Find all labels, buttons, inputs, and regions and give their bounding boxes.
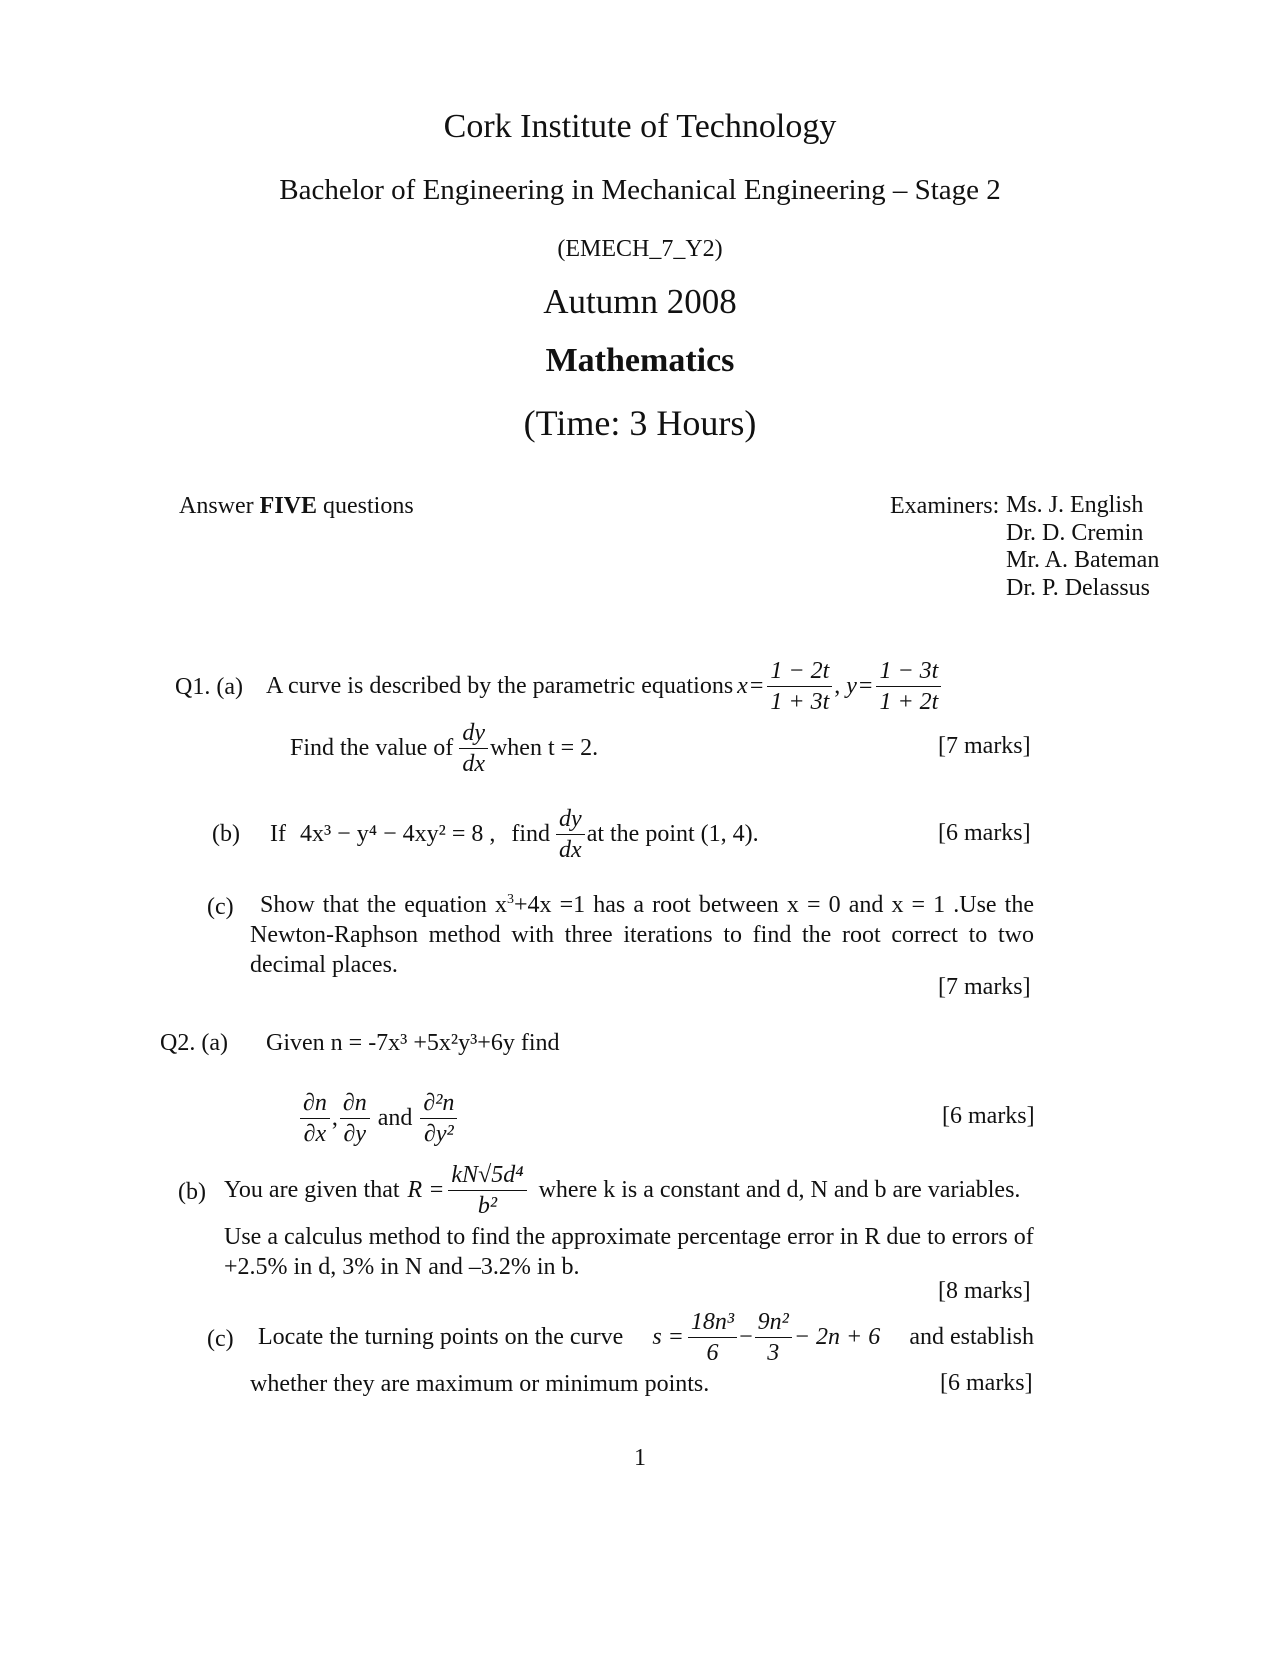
q1c-label: (c) [207, 894, 234, 920]
q1c-marks: [7 marks] [938, 974, 1031, 1000]
q1-label: Q1. (a) [175, 674, 243, 700]
q2a-statement: Given n = -7x³ +5x²y³+6y find [266, 1030, 560, 1056]
q1b-statement: If 4x³ − y⁴ − 4xy² = 8 , find $\frac{dy}{dx}$ at the point (1, 4). [270, 805, 759, 863]
exam-duration: (Time: 3 Hours) [523, 403, 757, 443]
q2a-partials: $\frac{\partial n}{\partial x}$ , $\frac{\partial n}{\partial y}$ and $\frac{\text{∂²n}}{\text{∂y²}}$ [298, 1086, 459, 1150]
dy-dx-fraction: $\frac{dy}{dx}$ [556, 804, 585, 865]
subject-title: Mathematics [545, 342, 735, 379]
answer-instruction: Answer FIVE questions [179, 493, 414, 519]
examiners-list [1006, 492, 1159, 602]
q1a-statement: A curve is described by the parametric equations x = $\frac{1 - 2t}{1 + 3t}$ , y = $\frac{1 - 3t}{1 + 2t}$ [266, 654, 943, 718]
q2b-statement: You are given that R = $\frac{\text{kN√5d⁴}}{\text{b²}}$ where k is a constant and d, N and b are variables. [224, 1161, 1021, 1219]
page-number: 1 [634, 1445, 646, 1471]
q2c-curve-equation: s = $\frac{\text{18n³}}{6}$ − $\frac{\text{9n²}}{3}$ − 2n + 6 [652, 1308, 881, 1366]
exam-session: Autumn 2008 [543, 282, 737, 321]
q2-label: Q2. (a) [160, 1030, 228, 1056]
q1b-equation: 4x³ − y⁴ − 4xy² = 8 , [299, 820, 496, 847]
q2c-marks: [6 marks] [940, 1370, 1033, 1396]
dn-dy-fraction: $\frac{\partial n}{\partial y}$ [340, 1088, 370, 1149]
q1a-marks: [7 marks] [938, 733, 1031, 759]
q2a-marks: [6 marks] [942, 1103, 1035, 1129]
dy-dx-fraction: $\frac{dy}{dx}$ [459, 718, 488, 779]
examiners-label: Examiners: [890, 493, 1000, 519]
q1a-find: Find the value of $\frac{dy}{dx}$ when t = 2. [290, 719, 599, 777]
r-fraction: $\frac{\text{kN√5d⁴}}{\text{b²}}$ [448, 1160, 526, 1221]
question-count: FIVE [259, 493, 317, 519]
q2c-statement: Locate the turning points on the curve s = $\frac{\text{18n³}}{6}$ − $\frac{\text{9n²}}{3}$ − 2n + 6 and establish [258, 1308, 1034, 1366]
q2b-instruction: Use a calculus method to find the approximate percentage error in R due to errors of +2.5% in d, 3% in N and –3.2% in b. [224, 1224, 1034, 1280]
q2c-label: (c) [207, 1326, 234, 1352]
q2c-statement-cont: whether they are maximum or minimum points. [250, 1371, 710, 1397]
programme-title: Bachelor of Engineering in Mechanical Engineering – Stage 2 [279, 174, 1001, 206]
q1-x-fraction: $\frac{1 - 2t}{1 + 3t}$ [767, 656, 832, 717]
q1c-statement: Show that the equation $x^3+4x =1$ has a root between x = 0 and x = 1 .Use the Newton-Raphson method with three iterations to find the root correct to two decimal places. [250, 892, 1034, 978]
examiner-name: Ms. J. English [1006, 492, 1144, 518]
q1-y-fraction: $\frac{1 - 3t}{1 + 2t}$ [876, 656, 941, 717]
institution-title: Cork Institute of Technology [443, 108, 837, 145]
q1b-label: (b) [212, 821, 240, 847]
q2b-label: (b) [178, 1179, 206, 1205]
dn-dx-fraction: $\frac{\partial n}{\partial x}$ [300, 1088, 330, 1149]
course-code: (EMECH_7_Y2) [557, 236, 723, 262]
examiner-name: Mr. A. Bateman [1006, 547, 1160, 573]
d2n-dy2-fraction: $\frac{\text{∂²n}}{\text{∂y²}}$ [420, 1088, 457, 1149]
q1b-marks: [6 marks] [938, 820, 1031, 846]
examiner-name: Dr. D. Cremin [1006, 519, 1144, 546]
examiner-name: Dr. P. Delassus [1006, 574, 1151, 601]
q2b-marks: [8 marks] [938, 1278, 1031, 1304]
